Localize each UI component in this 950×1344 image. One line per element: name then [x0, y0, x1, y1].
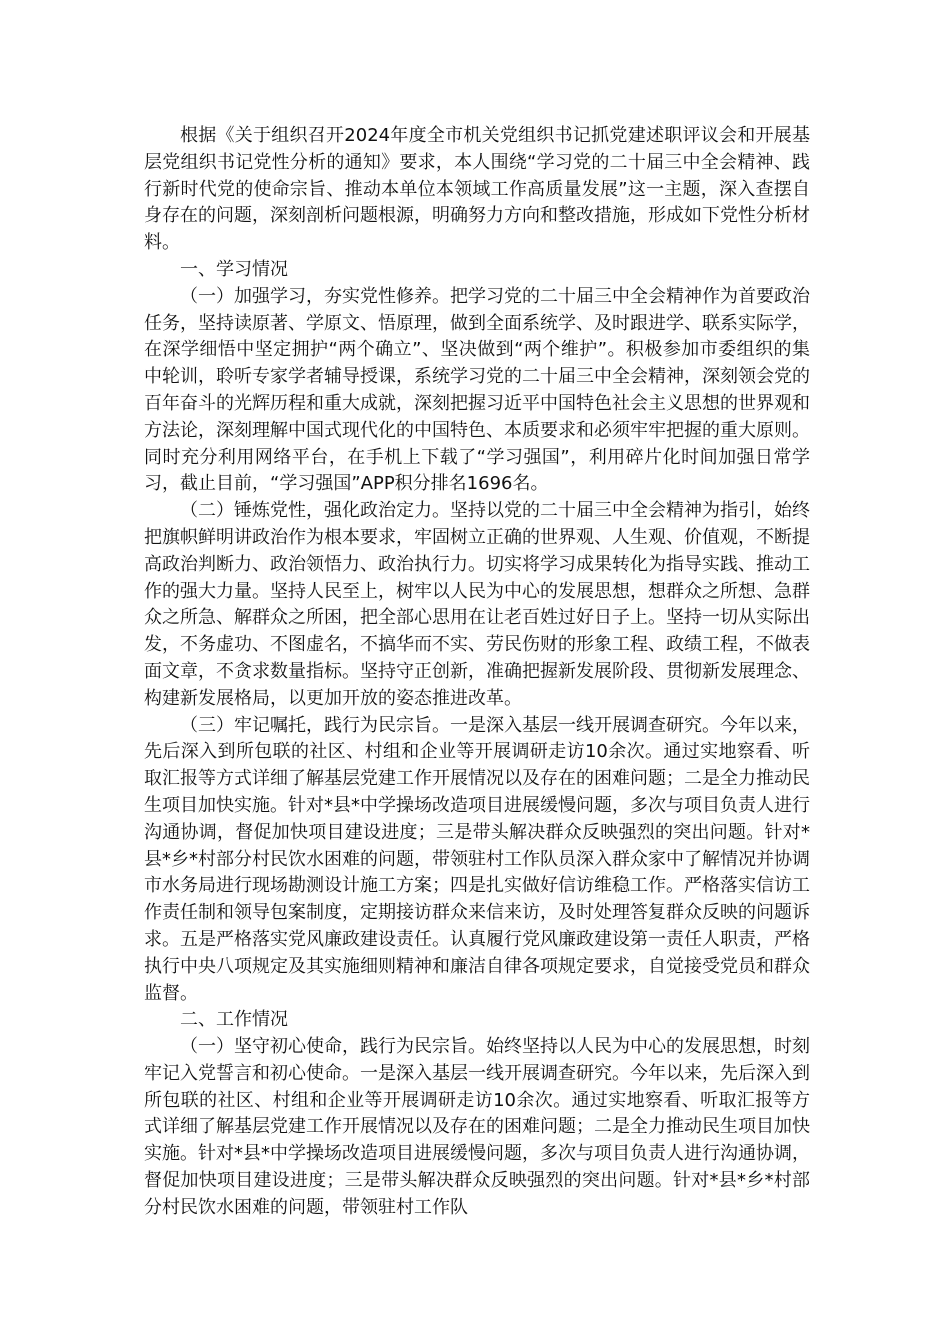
study-paragraph-1: （一）加强学习，夯实党性修养。把学习党的二十届三中全会精神作为首要政治任务，坚持读原著、学原文、悟原理，做到全面系统学、及时跟进学、联系实际学，在深学细悟中坚定拥护“两个确立”、坚决做到“两个维护”。积极参加市委组织的集中轮训，聆听专家学者辅导授课，系统学习党的二十届三中全会精神，深刻领会党的百年奋斗的光辉历程和重大成就，深刻把握习近平中国特色社会主义思想的世界观和方法论，深刻理解中国式现代化的中国特色、本质要求和必须牢牢把握的重大原则。同时充分利用网络平台，在手机上下载了“学习强国”，利用碎片化时间加强日常学习，截止目前，“学习强国”APP积分排名1696名。: [144, 285, 810, 495]
study-paragraph-2: （二）锤炼党性，强化政治定力。坚持以党的二十届三中全会精神为指引，始终把旗帜鲜明讲政治作为根本要求，牢固树立正确的世界观、人生观、价值观，不断提高政治判断力、政治领悟力、政治执行力。切实将学习成果转化为指导实践、推动工作的强大力量。坚持人民至上，树牢以人民为中心的发展思想，想群众之所想、急群众之所急、解群众之所困，把全部心思用在让老百姓过好日子上。坚持一切从实际出发，不务虚功、不图虚名，不搞华而不实、劳民伤财的形象工程、政绩工程，不做表面文章，不贪求数量指标。坚持守正创新，准确把握新发展阶段、贯彻新发展理念、构建新发展格局，以更加开放的姿态推进改革。: [144, 500, 810, 709]
work-paragraph-1: （一）坚守初心使命，践行为民宗旨。始终坚持以人民为中心的发展思想，时刻牢记入党誓言和初心使命。一是深入基层一线开展调查研究。今年以来，先后深入到所包联的社区、村组和企业等开展调研走访10余次。通过实地察看、听取汇报等方式详细了解基层党建工作开展情况以及存在的困难问题；二是全力推动民生项目加快实施。针对*县*中学操场改造项目进展缓慢问题，多次与项目负责人进行沟通协调，督促加快项目建设进度；三是带头解决群众反映强烈的突出问题。针对*县*乡*村部分村民饮水困难的问题，带领驻村工作队: [144, 1036, 810, 1218]
section-heading-study: 一、学习情况: [180, 258, 288, 280]
intro-paragraph: 根据《关于组织召开2024年度全市机关党组织书记抓党建述职评议会和开展基层党组织书记党性分析的通知》要求，本人围绕“学习党的二十届三中全会精神、践行新时代党的使命宗旨、推动本单位本领域工作高质量发展”这一主题，深入查摆自身存在的问题，深刻剖析问题根源，明确努力方向和整改措施，形成如下党性分析材料。: [144, 125, 810, 254]
study-paragraph-3: （三）牢记嘱托，践行为民宗旨。一是深入基层一线开展调查研究。今年以来，先后深入到所包联的社区、村组和企业等开展调研走访10余次。通过实地察看、听取汇报等方式详细了解基层党建工作开展情况以及存在的困难问题；二是全力推动民生项目加快实施。针对*县*中学操场改造项目进展缓慢问题，多次与项目负责人进行沟通协调，督促加快项目建设进度；三是带头解决群众反映强烈的突出问题。针对*县*乡*村部分村民饮水困难的问题，带领驻村工作队员深入群众家中了解情况并协调市水务局进行现场勘测设计施工方案；四是扎实做好信访维稳工作。严格落实信访工作责任制和领导包案制度，定期接访群众来信来访，及时处理答复群众反映的问题诉求。五是严格落实党风廉政建设责任。认真履行党风廉政建设第一责任人职责，严格执行中央八项规定及其实施细则精神和廉洁自律各项规定要求，自觉接受党员和群众监督。: [144, 714, 810, 1004]
section-heading-work: 二、工作情况: [180, 1009, 288, 1031]
